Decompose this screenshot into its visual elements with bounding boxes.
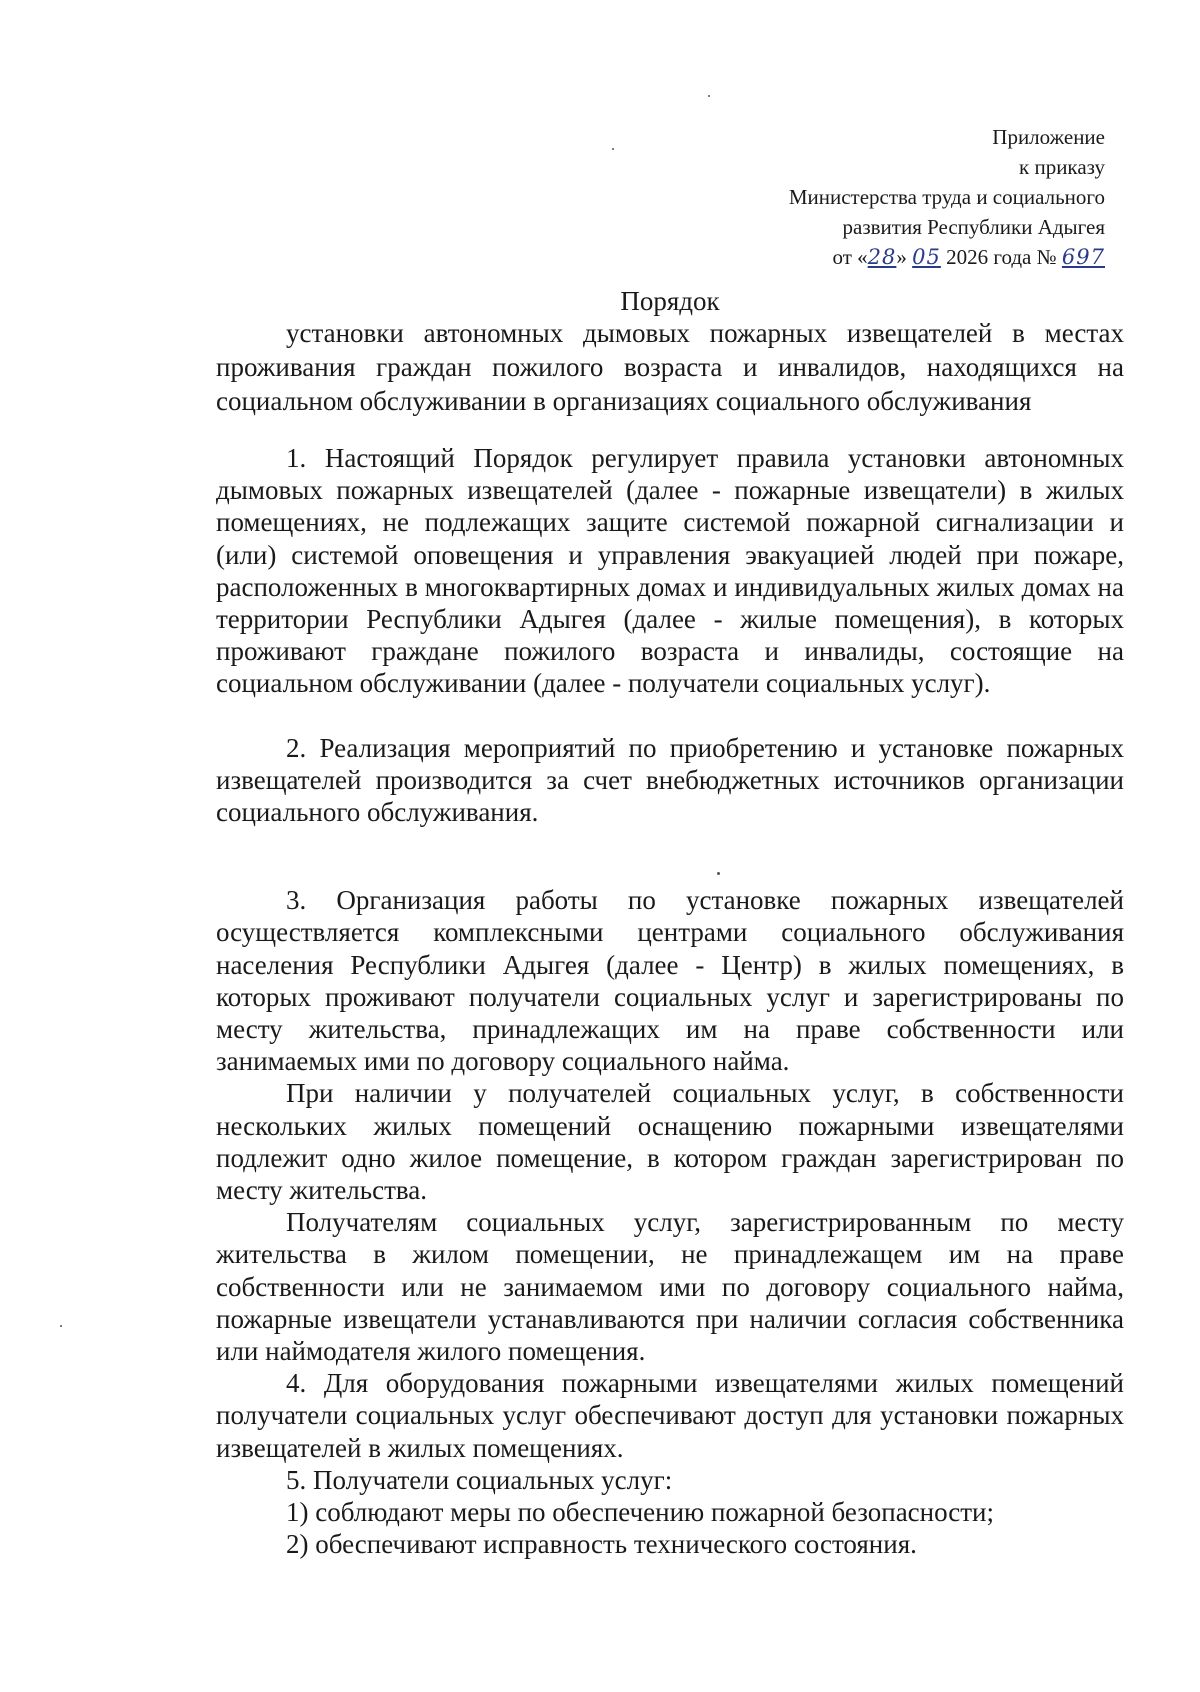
paragraph: Получателям социальных услуг, зарегистрированным по месту жительства в жилом помещении, не принадлежащем им на праве собственности или не занимаемом ими по договору социального найма, пожарные извещатели устанавливаются при наличии согласия собственника или наймодателя жилого помещения. — [216, 1207, 1124, 1367]
section-1 — [216, 442, 1124, 1561]
paragraph: 5. Получатели социальных услуг: — [286, 1464, 673, 1495]
scan-speck — [60, 1325, 62, 1327]
handwritten-order-number: 697 — [1061, 245, 1105, 269]
scan-speck — [612, 148, 614, 150]
paragraph: 2. Реализация мероприятий по приобретению и установке пожарных извещателей производится за счет внебюджетных источников организации социального обслуживания. — [216, 732, 1124, 828]
appendix-line: Министерства труда и социального — [788, 185, 1105, 209]
appendix-header — [585, 122, 1105, 272]
date-year: 2026 года № — [940, 245, 1062, 269]
handwritten-day: 28 — [867, 245, 897, 269]
paragraph: 1) соблюдают меры по обеспечению пожарной безопасности; — [286, 1497, 995, 1528]
appendix-line: к приказу — [1019, 155, 1105, 179]
paragraph: 3. Организация работы по установке пожарных извещателей осуществляется комплексными центрами социального обслуживания населения Республики Адыгея (далее - Центр) в жилых помещениях, в которых проживают получатели социальных услуг и зарегистрированы по месту жительства, принадлежащих им на праве собственности или занимаемых ими по договору социального найма. — [216, 885, 1124, 1077]
document-title: Порядок — [620, 286, 720, 316]
appendix-line: Приложение — [992, 125, 1105, 149]
paragraph: 1. Настоящий Порядок регулирует правила установки автономных дымовых пожарных извещателей (далее - пожарные извещатели) в жилых помещениях, не подлежащих защите системой пожарной сигнализации и (или) системой оповещения и управления эвакуацией людей при пожаре, расположенных в многоквартирных домах и индивидуальных жилых домах на территории Республики Адыгея (далее - жилые помещения), в которых проживают граждане пожилого возраста и инвалиды, состоящие на социальном обслуживании (далее - получатели социальных услуг). — [216, 443, 1124, 699]
paragraph: При наличии у получателей социальных услуг, в собственности нескольких жилых помещений оснащению пожарными извещателями подлежит одно жилое помещение, в котором граждан зарегистрирован по месту жительства. — [216, 1078, 1124, 1206]
appendix-line: развития Республики Адыгея — [842, 215, 1105, 239]
document-subtitle: установки автономных дымовых пожарных извещателей в местах проживания граждан пожилого возраста и инвалидов, находящихся на социальном обслуживании в организациях социального обслуживания — [216, 318, 1124, 416]
scan-speck — [708, 95, 710, 97]
paragraph: 4. Для оборудования пожарными извещателями жилых помещений получатели социальных услуг обеспечивают доступ для установки пожарных извещателей в жилых помещениях. — [216, 1368, 1124, 1463]
handwritten-month: 05 — [912, 245, 941, 269]
date-mid: » — [896, 245, 913, 269]
date-prefix: от « — [832, 245, 868, 269]
scan-speck — [717, 872, 720, 875]
order-date-line — [585, 242, 1105, 272]
paragraph: 2) обеспечивают исправность технического состояния. — [286, 1529, 917, 1560]
